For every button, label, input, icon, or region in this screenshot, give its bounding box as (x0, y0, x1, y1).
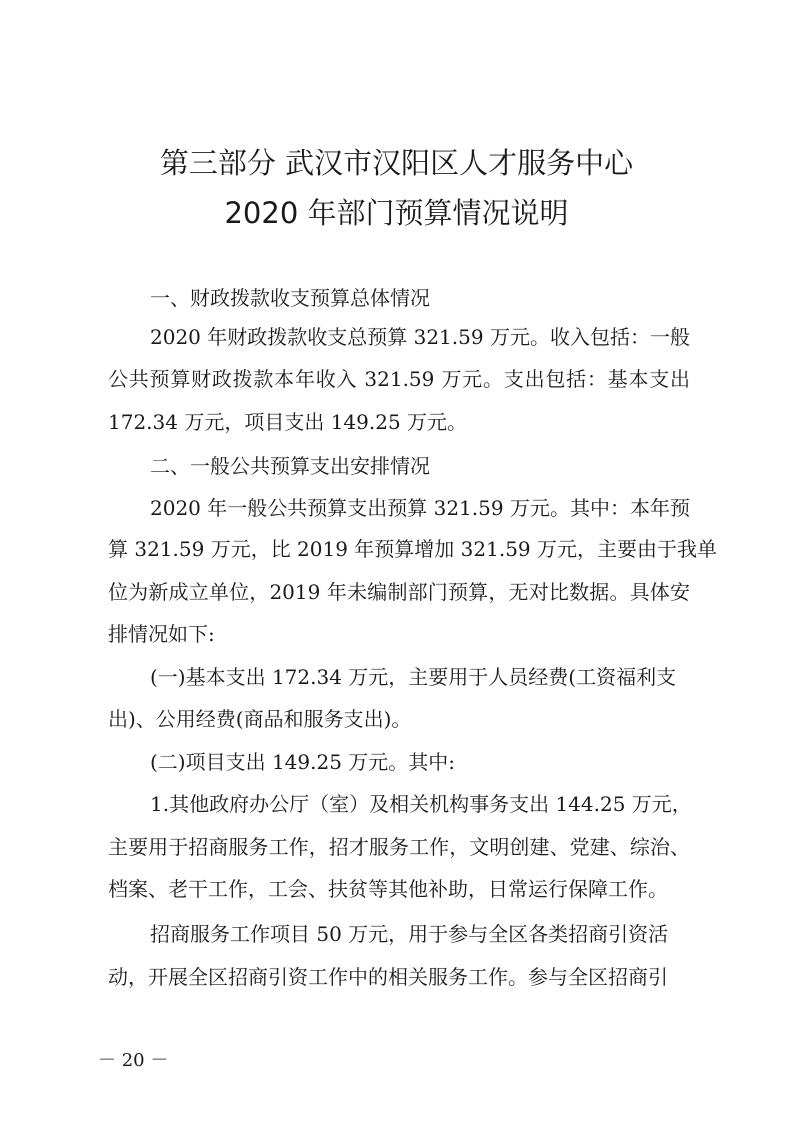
section2-para4-line-2: 主要用于招商服务工作，招才服务工作，文明创建、党建、综治、 (108, 835, 690, 859)
section1-line-2: 公共预算财政拨款本年收入 321.59 万元。支出包括：基本支出 (108, 367, 690, 391)
document-title-line-2: 2020 年部门预算情况说明 (224, 196, 569, 230)
section1-line-1: 2020 年财政拨款收支总预算 321.59 万元。收入包括：一般 (150, 325, 690, 349)
document-title-line-1: 第三部分 武汉市汉阳区人才服务中心 (159, 146, 634, 180)
section-heading-1: 一、财政拨款收支预算总体情况 (150, 286, 430, 310)
section2-para1-line-4: 排情况如下: (108, 622, 215, 646)
section2-para2-line-1: (一)基本支出 172.34 万元，主要用于人员经费(工资福利支 (150, 665, 677, 689)
section2-para5-line-1: 招商服务工作项目 50 万元，用于参与全区各类招商引资活 (150, 922, 669, 946)
section2-para1-line-1: 2020 年一般公共预算支出预算 321.59 万元。其中：本年预 (150, 496, 690, 520)
section2-para1-line-3: 位为新成立单位，2019 年未编制部门预算，无对比数据。具体安 (108, 580, 690, 604)
section-heading-2: 二、一般公共预算支出安排情况 (150, 454, 430, 478)
section1-line-3: 172.34 万元，项目支出 149.25 万元。 (108, 410, 468, 434)
section2-para4-line-3: 档案、老干工作，工会、扶贫等其他补助，日常运行保障工作。 (108, 877, 668, 901)
section2-para1-line-2: 算 321.59 万元，比 2019 年预算增加 321.59 万元，主要由于我单 (108, 537, 718, 561)
section2-para4-line-1: 1.其他政府办公厅（室）及相关机构事务支出 144.25 万元， (150, 792, 692, 816)
page-number: － 20 － (98, 1050, 169, 1071)
section2-para3-line: (二)项目支出 149.25 万元。其中: (150, 750, 456, 774)
section2-para2-line-2: 出)、公用经费(商品和服务支出)。 (108, 707, 412, 731)
section2-para5-line-2: 动，开展全区招商引资工作中的相关服务工作。参与全区招商引 (108, 965, 668, 989)
